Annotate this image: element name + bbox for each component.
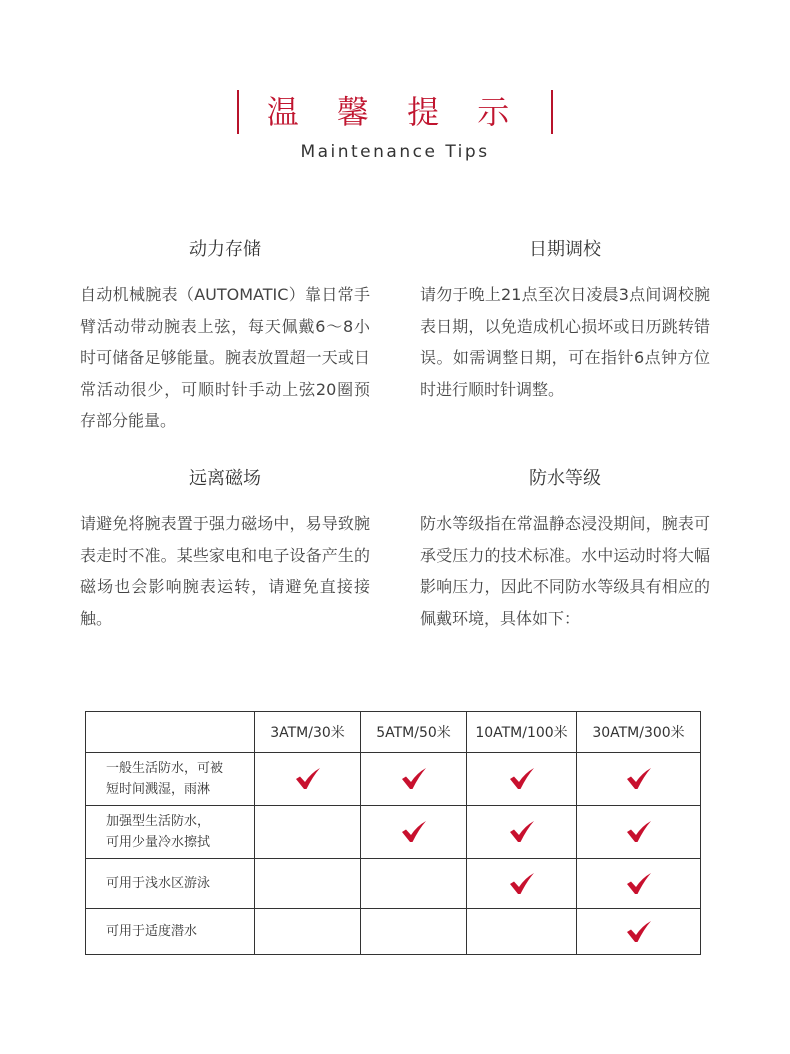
table-cell [577,806,701,859]
row-label-line: 可用少量冷水擦拭 [106,835,211,850]
page-title: 温 馨 提 示 [266,93,524,131]
table-row [86,859,701,909]
section-date-adjust [420,236,710,405]
table-header-row [86,712,701,753]
checkmark-icon [625,920,653,944]
row-label-line: 加强型生活防水， [106,814,211,829]
section-water-resistance [420,465,710,634]
title-bar-right [551,90,553,134]
checkmark-icon [625,820,653,844]
column-header: 5ATM/50米 [361,712,467,753]
table-cell [361,753,467,806]
checkmark-icon [625,767,653,791]
row-label [86,859,255,909]
checkmark-icon [625,872,653,896]
table-cell [255,859,361,909]
table-cell [255,806,361,859]
table-cell [577,859,701,909]
table-cell [361,909,467,955]
table-cell [577,753,701,806]
checkmark-icon [400,767,428,791]
header [0,88,790,162]
column-header: 10ATM/100米 [467,712,577,753]
table-cell [467,859,577,909]
row-label-line: 可用于浅水区游泳 [106,876,211,891]
column-header: 30ATM/300米 [577,712,701,753]
table-cell [467,806,577,859]
section-power-reserve [80,236,370,437]
title-bar-left [237,90,239,134]
table-cell [255,909,361,955]
section-body: 请避免将腕表置于强力磁场中，易导致腕表走时不准。某些家电和电子设备产生的磁场也会影响腕表运转，请避免直接接触。 [80,514,370,628]
section-title: 远离磁场 [189,468,261,489]
title-row [237,88,554,136]
row-label [86,909,255,955]
row-label-line: 短时间溅湿，雨淋 [106,782,211,797]
section-title: 动力存储 [189,239,261,260]
section-title: 防水等级 [529,468,601,489]
table-cell [255,753,361,806]
section-body: 防水等级指在常温静态浸没期间，腕表可承受压力的技术标准。水中运动时将大幅影响压力，因此不同防水等级具有相应的佩戴环境，具体如下： [420,514,710,628]
checkmark-icon [400,820,428,844]
water-resistance-table [85,711,701,955]
row-label-line: 可用于适度潜水 [106,924,198,939]
checkmark-icon [508,872,536,896]
section-body: 请勿于晚上21点至次日凌晨3点间调校腕表日期，以免造成机心损坏或日历跳转错误。如需调整日期，可在指针6点钟方位时进行顺时针调整。 [420,285,710,399]
table-cell [467,909,577,955]
table-cell [361,806,467,859]
section-body: 自动机械腕表（AUTOMATIC）靠日常手臂活动带动腕表上弦，每天佩戴6～8小时可储备足够能量。腕表放置超一天或日常活动很少，可顺时针手动上弦20圈预存部分能量。 [80,285,370,430]
row-label [86,753,255,806]
table-cell [467,753,577,806]
table-cell [361,859,467,909]
section-magnetic-field [80,465,370,634]
checkmark-icon [508,767,536,791]
checkmark-icon [294,767,322,791]
table-row [86,753,701,806]
page-subtitle: Maintenance Tips [300,142,490,162]
table-row [86,806,701,859]
section-title: 日期调校 [529,239,601,260]
table-cell [577,909,701,955]
checkmark-icon [508,820,536,844]
column-header: 3ATM/30米 [255,712,361,753]
row-label [86,806,255,859]
row-label-line: 一般生活防水，可被 [106,761,224,776]
column-header [86,712,255,753]
table-row [86,909,701,955]
